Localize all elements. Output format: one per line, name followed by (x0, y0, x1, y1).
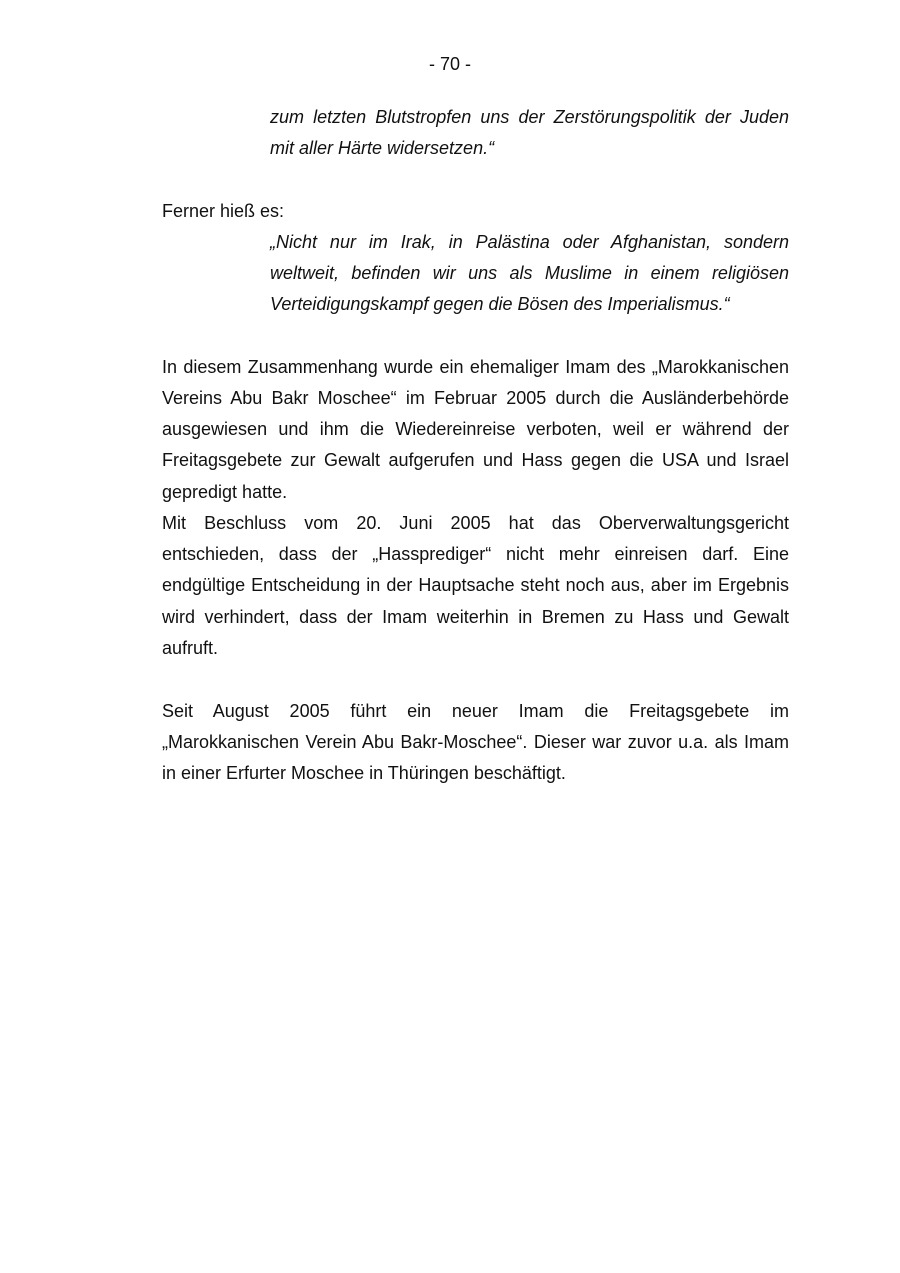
paragraph-line: aufruft. (162, 638, 219, 658)
quote-line: weltweit, befinden wir uns als Muslime in einem religiösen (270, 263, 789, 283)
paragraph-line: Mit Beschluss vom 20. Juni 2005 hat das Oberverwaltungsgericht (162, 513, 789, 533)
paragraph-line: in einer Erfurter Moschee in Thüringen beschäftigt. (162, 763, 566, 783)
paragraph-line: endgültige Entscheidung in der Hauptsache steht noch aus, aber im Ergebnis (162, 575, 789, 595)
paragraph-line: Freitagsgebete zur Gewalt aufgerufen und Hass gegen die USA und Israel (162, 450, 789, 470)
paragraph-line: „Marokkanischen Verein Abu Bakr-Moschee“. Dieser war zuvor u.a. als Imam (162, 732, 789, 752)
quote-line: Verteidigungskampf gegen die Bösen des Imperialismus.“ (270, 294, 730, 314)
paragraph-line: wird verhindert, dass der Imam weiterhin in Bremen zu Hass und Gewalt (162, 607, 789, 627)
paragraph-line: entschieden, dass der „Hassprediger“ nicht mehr einreisen darf. Eine (162, 544, 789, 564)
paragraph-line: ausgewiesen und ihm die Wiedereinreise verboten, weil er während der (162, 419, 789, 439)
paragraph-line: Seit August 2005 führt ein neuer Imam die Freitagsgebete im (162, 701, 789, 721)
paragraph-line: gepredigt hatte. (162, 482, 288, 502)
page-number: - 70 - (428, 54, 471, 74)
paragraph-intro: Ferner hieß es: (162, 201, 285, 221)
quote-line: zum letzten Blutstropfen uns der Zerstörungspolitik der Juden (270, 107, 789, 127)
paragraph-line: Vereins Abu Bakr Moschee“ im Februar 2005 durch die Ausländerbehörde (162, 388, 789, 408)
paragraph-line: In diesem Zusammenhang wurde ein ehemaliger Imam des „Marokkanischen (162, 357, 789, 377)
quote-line: mit aller Härte widersetzen.“ (270, 138, 495, 158)
quote-line: „Nicht nur im Irak, in Palästina oder Afghanistan, sondern (270, 232, 789, 252)
